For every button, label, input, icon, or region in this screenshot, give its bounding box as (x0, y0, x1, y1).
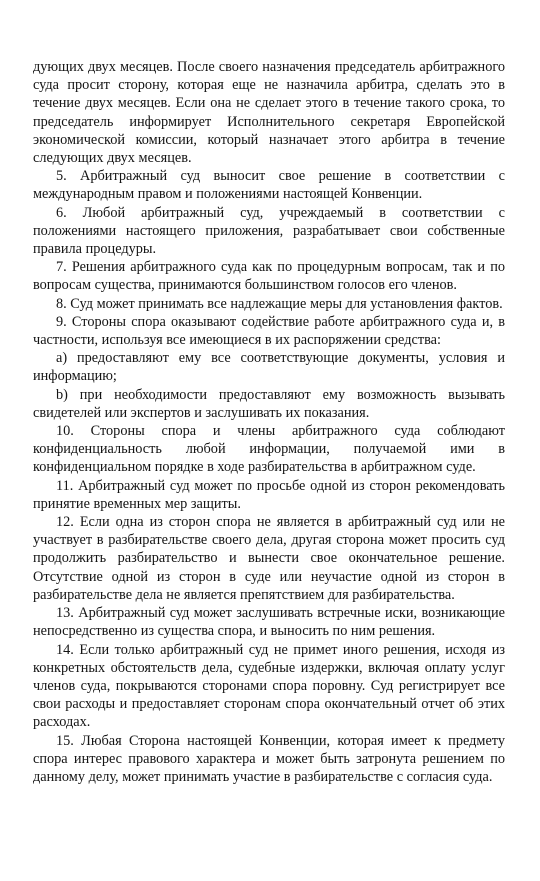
paragraph-15: 15. Любая Сторона настоящей Конвенции, которая имеет к предмету спора интерес правового характера и может быть затронута решением по данному делу, может принимать участие в разбирательстве с согласия суда. (33, 732, 505, 785)
paragraph-continuation: дующих двух месяцев. После своего назначения председатель арбитражного суда просит сторону, которая еще не назначила арбитра, сделать это в течение двух месяцев. Если она не сделает этого в течение такого срока, то председатель информирует Исполнительного секретаря Европейской экономической комиссии, который назначает этого арбитра в течение следующих двух месяцев. (33, 59, 505, 167)
paragraph-13: 13. Арбитражный суд может заслушивать встречные иски, возникающие непосредственно из существа спора, и выносить по ним решения. (33, 605, 505, 640)
paragraph-9a: а) предоставляют ему все соответствующие документы, условия и информацию; (33, 350, 505, 385)
document-page (33, 58, 505, 786)
paragraph-7: 7. Решения арбитражного суда как по процедурным вопросам, так и по вопросам существа, принимаются большинством голосов его членов. (33, 259, 505, 294)
paragraph-5: 5. Арбитражный суд выносит свое решение в соответствии с международным правом и положениями настоящей Конвенции. (33, 168, 505, 203)
paragraph-12: 12. Если одна из сторон спора не является в арбитражный суд или не участвует в разбирательстве своего дела, другая сторона может просить суд продолжить разбирательство и вынести свое окончательное решение. Отсутствие одной из сторон в суде или неучастие одной из сторон в разбирательстве дела не является препятствием для разбирательства. (33, 514, 505, 603)
paragraph-9: 9. Стороны спора оказывают содействие работе арбитражного суда и, в частности, используя все имеющиеся в их распоряжении средства: (33, 313, 505, 349)
paragraph-6: 6. Любой арбитражный суд, учреждаемый в соответствии с положениями настоящего приложения, разрабатывает свои собственные правила процедуры. (33, 204, 505, 258)
paragraph-11: 11. Арбитражный суд может по просьбе одной из сторон рекомендовать принятие временных мер защиты. (33, 477, 505, 512)
paragraph-9b: b) при необходимости предоставляют ему возможность вызывать свидетелей или экспертов и заслушивать их показания. (33, 386, 505, 421)
paragraph-14: 14. Если только арбитражный суд не примет иного решения, исходя из конкретных обстоятельств дела, судебные издержки, включая оплату услуг членов суда, покрываются сторонами спора поровну. Суд регистрирует все свои расходы и предоставляет сторонам спора окончательный отчет об этих расходах. (33, 641, 505, 731)
paragraph-10: 10. Стороны спора и члены арбитражного суда соблюдают конфиденциальность любой информации, получаемой ими в конфиденциальном порядке в ходе разбирательства в арбитражном суде. (33, 423, 505, 476)
paragraph-8: 8. Суд может принимать все надлежащие меры для установления фактов. (56, 295, 503, 312)
